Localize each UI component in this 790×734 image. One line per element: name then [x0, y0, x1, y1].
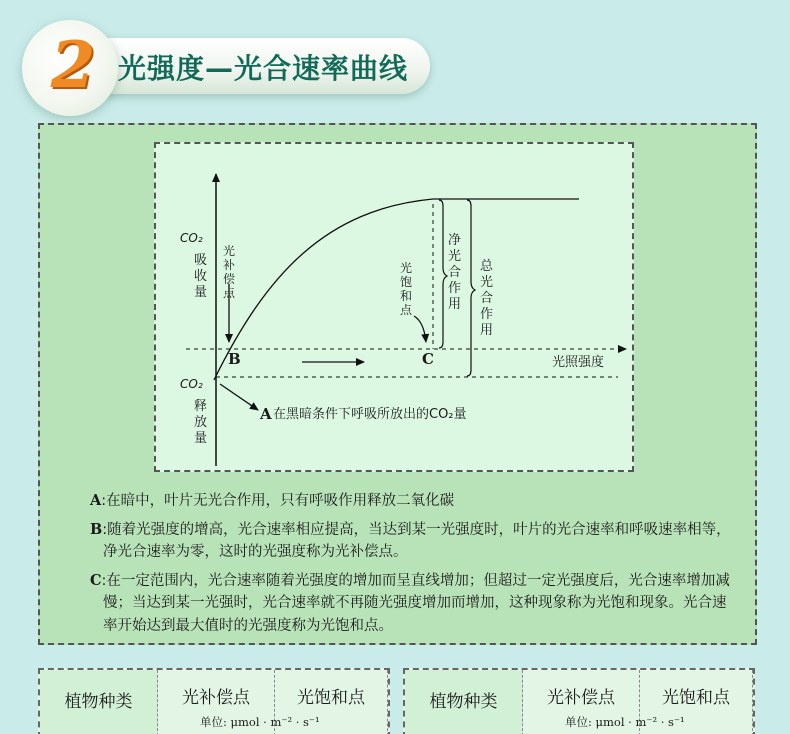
diagram-label-char: 光: [480, 275, 494, 290]
diagram-label-char: 偿: [223, 272, 236, 286]
table-unit: 单位: μmol · m⁻² · s⁻¹: [565, 715, 685, 729]
diagram-box: [154, 142, 634, 472]
diagram-label-char: 和: [400, 289, 413, 303]
diagram-label-char: 用: [480, 323, 494, 338]
y-bottom-label: 释: [194, 399, 208, 414]
section-number: 2: [50, 28, 96, 103]
table-unit: 单位: μmol · m⁻² · s⁻¹: [200, 715, 320, 729]
page-title: 光强度—光合速率曲线: [118, 52, 409, 85]
diagram-label-char: 放: [194, 415, 208, 430]
plant-table-right: [403, 668, 755, 734]
diagram-label-char: 合: [480, 291, 494, 306]
total-photosynthesis-label: 总: [480, 259, 494, 274]
point-c: C: [422, 350, 434, 368]
table-header-compensation: 光补偿点: [523, 670, 640, 734]
diagram-label-char: 光: [448, 249, 462, 264]
table-header-species: 植物种类: [40, 670, 158, 734]
explanation-notes: [90, 490, 740, 643]
note-c: C:在一定范围内，光合速率随着光强度的增加而呈直线增加；但超过一定光强度后，光合速率增加减慢；当达到某一光强时，光合速率就不再随光强度增加而增加，这种现象称为光饱和现象。光合速率开始达到最大值时的光强度称为光饱和点。: [90, 571, 730, 634]
diagram-label-char: 点: [223, 286, 236, 300]
point-a: A: [260, 405, 272, 423]
net-brace: [439, 200, 447, 348]
a-arrow: [220, 384, 258, 410]
light-curve-diagram: [156, 144, 636, 474]
diagram-label-char: 收: [194, 269, 208, 284]
table-header-saturation: 光饱和点: [275, 670, 388, 734]
x-axis-label: 光照强度: [552, 355, 605, 370]
table-header-saturation: 光饱和点: [640, 670, 753, 734]
y-top-co2: CO₂: [180, 231, 203, 245]
diagram-label-char: 量: [194, 431, 208, 446]
y-bottom-co2: CO₂: [180, 377, 203, 391]
y-top-label: 吸: [194, 253, 208, 268]
saturation-label: 光: [400, 261, 413, 275]
table-header-compensation: 光补偿点: [158, 670, 275, 734]
point-b: B: [228, 350, 241, 368]
table-header-species: 植物种类: [405, 670, 523, 734]
note-b: B:随着光强度的增高，光合速率相应提高，当达到某一光强度时，叶片的光合速率和呼吸速率相等，净光合速率为零，这时的光强度称为光补偿点。: [90, 520, 731, 560]
diagram-label-char: 补: [223, 258, 236, 272]
photosynthesis-curve: [214, 199, 579, 380]
diagram-label-char: 用: [448, 297, 462, 312]
point-a-description: 在黑暗条件下呼吸所放出的CO₂量: [273, 407, 467, 422]
diagram-label-char: 饱: [400, 275, 413, 289]
total-brace: [467, 200, 475, 376]
compensation-label: 光: [223, 244, 236, 258]
diagram-label-char: 作: [448, 281, 462, 296]
saturation-arrow: [414, 316, 426, 342]
net-photosynthesis-label: 净: [448, 233, 462, 248]
plant-table-left: [38, 668, 390, 734]
diagram-label-char: 作: [480, 307, 494, 322]
diagram-label-char: 合: [448, 265, 462, 280]
diagram-label-char: 点: [400, 303, 413, 317]
note-a: A:在暗中，叶片无光合作用，只有呼吸作用释放二氧化碳: [90, 492, 455, 509]
diagram-label-char: 量: [194, 285, 208, 300]
